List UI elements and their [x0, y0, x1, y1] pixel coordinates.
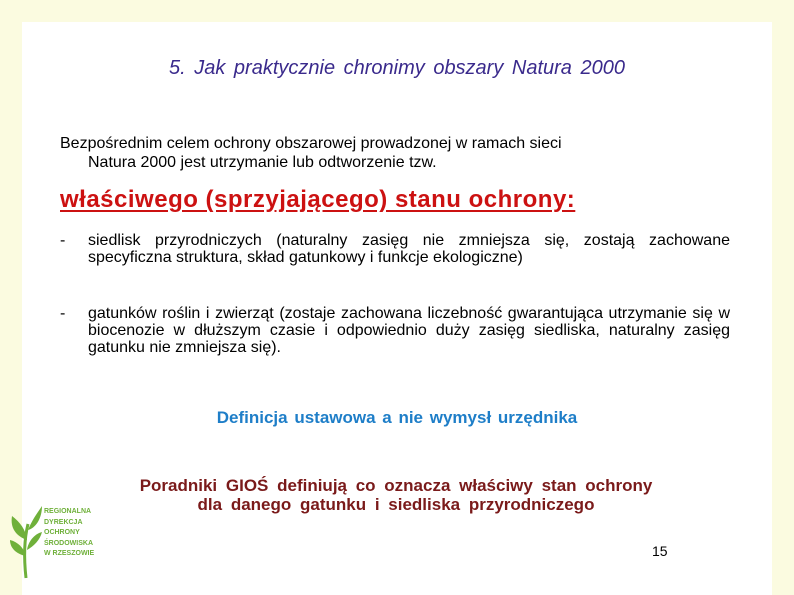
logo-line: ŚRODOWISKA — [44, 539, 93, 547]
bullet-dash: - — [60, 232, 66, 249]
definition-note: Definicja ustawowa a nie wymysł urzędnika — [216, 408, 578, 427]
logo-line: REGIONALNA — [44, 508, 92, 515]
logo-line: OCHRONY — [44, 529, 80, 536]
bullet-habitats — [60, 232, 730, 266]
guides-line-2: dla danego gatunku i siedliska przyrodniczego — [197, 495, 595, 514]
logo-line: W RZESZOWIE — [44, 550, 95, 557]
slide-title: 5. Jak praktycznie chronimy obszary Natura 2000 — [169, 57, 625, 79]
bullet-dash: - — [60, 305, 66, 322]
intro-lead: Bezpośrednim celem ochrony — [60, 135, 271, 152]
bullet-species — [60, 305, 730, 356]
conservation-status-heading: właściwego (sprzyjającego) stanu ochrony: — [60, 186, 576, 213]
gios-guides-note — [60, 476, 732, 514]
intro-rest: obszarowej prowadzonej w ramach sieci — [270, 135, 562, 152]
logo-line: DYREKCJA — [44, 518, 83, 526]
bullet-text: gatunków roślin i zwierząt (zostaje zachowana liczebność gwarantująca utrzymanie się w biocenozie w dłuższym czasie i odpowiednio duży zasięg siedliska, naturalny zasięg gatunku nie zmniejsza się). — [88, 305, 730, 356]
intro-continuation: Natura 2000 jest utrzymanie lub odtworzenie tzw. — [88, 154, 437, 171]
logo-text — [44, 507, 94, 560]
bullet-text: siedlisk przyrodniczych (naturalny zasięg nie zmniejsza się, zostają zachowane specyficzna struktura, skład gatunkowy i funkcje ekologiczne) — [88, 232, 730, 266]
page-number: 15 — [652, 543, 668, 559]
intro-paragraph — [60, 134, 728, 172]
guides-line-1: Poradniki GIOŚ definiują co oznacza właściwy stan ochrony — [139, 476, 653, 495]
